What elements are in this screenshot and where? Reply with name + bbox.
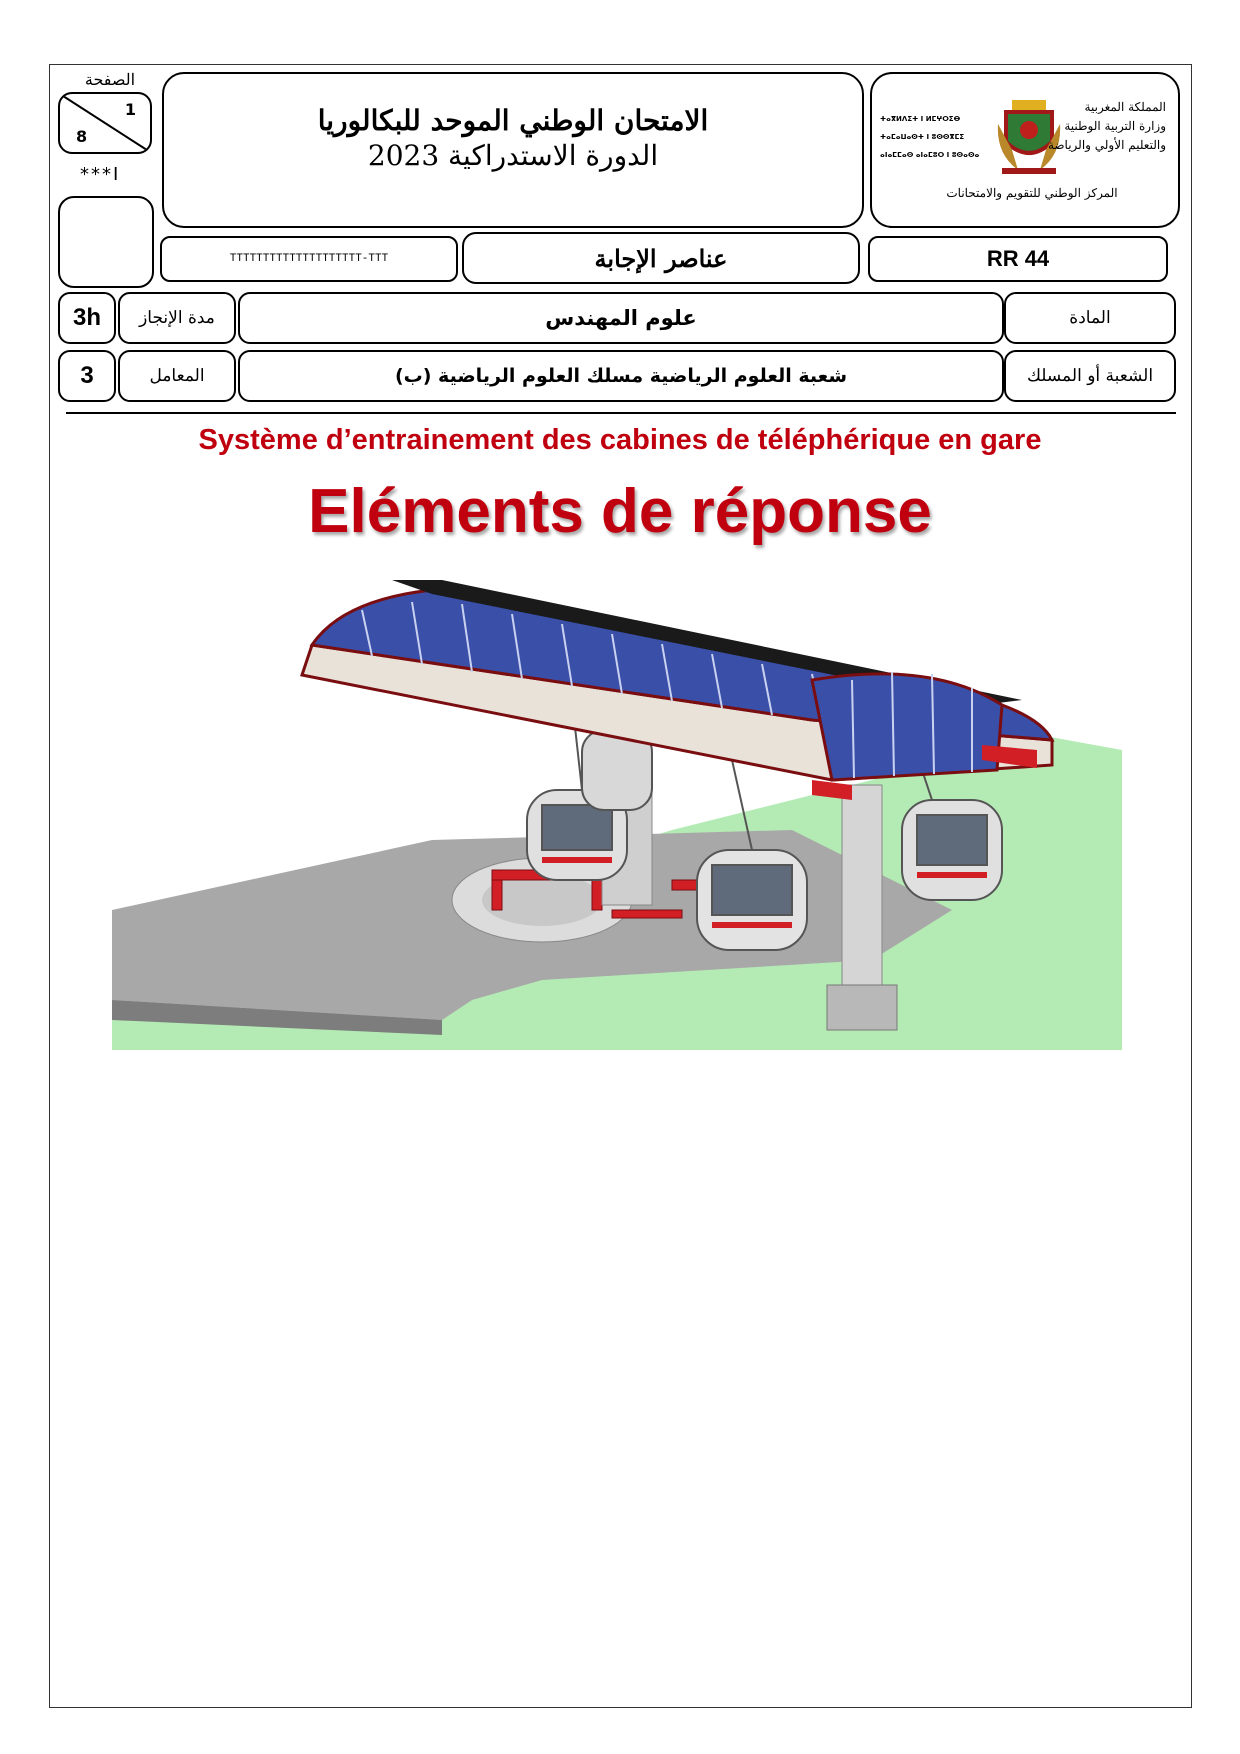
tifinagh-block (880, 110, 1000, 164)
kingdom-ar-block (1040, 98, 1166, 155)
coef-value-box (58, 350, 116, 402)
coef-label: المعامل (149, 366, 205, 386)
subject-label-box (1004, 292, 1176, 344)
code-strip-box (160, 236, 458, 282)
separator-line (66, 412, 1176, 414)
exam-title-box (162, 72, 864, 228)
stars-mark: ***I (80, 164, 121, 185)
ref-code-box (868, 236, 1168, 282)
stream-label: الشعبة أو المسلك (1026, 366, 1154, 386)
code-strip: TTTTTTTTTTTTTTTTTTTT-TTT (229, 253, 389, 265)
stream-box (238, 350, 1004, 402)
answers-label-box (462, 232, 860, 284)
kingdom-box (870, 72, 1180, 228)
page-number-box (58, 92, 152, 154)
kingdom-line-3: والتعليم الأولي والرياضة (1047, 138, 1166, 152)
subject-value: علوم المهندس (545, 306, 697, 330)
kingdom-line-1: المملكة المغربية (1084, 100, 1166, 114)
coef-value: 3 (80, 362, 94, 389)
duration-label: مدة الإنجاز (139, 308, 215, 328)
answers-label: عناصر الإجابة (594, 243, 728, 273)
answers-title: Eléments de réponse (308, 477, 932, 546)
page-label: الصفحة (84, 70, 136, 89)
empty-box (58, 196, 154, 288)
duration-value: 3h (72, 304, 101, 331)
coef-label-box (118, 350, 236, 402)
subject-box (238, 292, 1004, 344)
exam-session: الدورة الاستدراكية 2023 (367, 139, 659, 172)
tif-line-3: ⴰⵏⴰⵎⵎⴰⵙ ⴰⵏⴰⵎⵓⵔ ⵏ ⵓⵙⴰⵙⴰ (880, 151, 980, 159)
tif-line-1: ⵜⴰⴳⵍⴷⵉⵜ ⵏ ⵍⵎⵖⵔⵉⴱ (880, 115, 961, 123)
cable-car-station-illustration (112, 580, 1122, 1050)
kingdom-line-4: المركز الوطني للتقويم والامتحانات (946, 186, 1118, 200)
duration-value-box (58, 292, 116, 344)
page-total: 8 (76, 127, 88, 146)
subject-label: المادة (1069, 308, 1111, 328)
exam-title: الامتحان الوطني الموحد للبكالوريا (317, 104, 709, 137)
diagonal-line (58, 92, 152, 154)
duration-label-box (118, 292, 236, 344)
stream-label-box (1004, 350, 1176, 402)
ref-code: RR 44 (986, 246, 1050, 271)
kingdom-line-2: وزارة التربية الوطنية (1064, 119, 1166, 133)
tif-line-2: ⵜⴰⵎⴰⵡⴰⵙⵜ ⵏ ⵓⵙⵙⴳⵎⵉ (880, 133, 965, 141)
stream-value: شعبة العلوم الرياضية مسلك العلوم الرياضية (ب) (394, 365, 848, 387)
page-current: 1 (124, 100, 136, 119)
system-subtitle: Système d’entrainement des cabines de téléphérique en gare (198, 424, 1042, 456)
